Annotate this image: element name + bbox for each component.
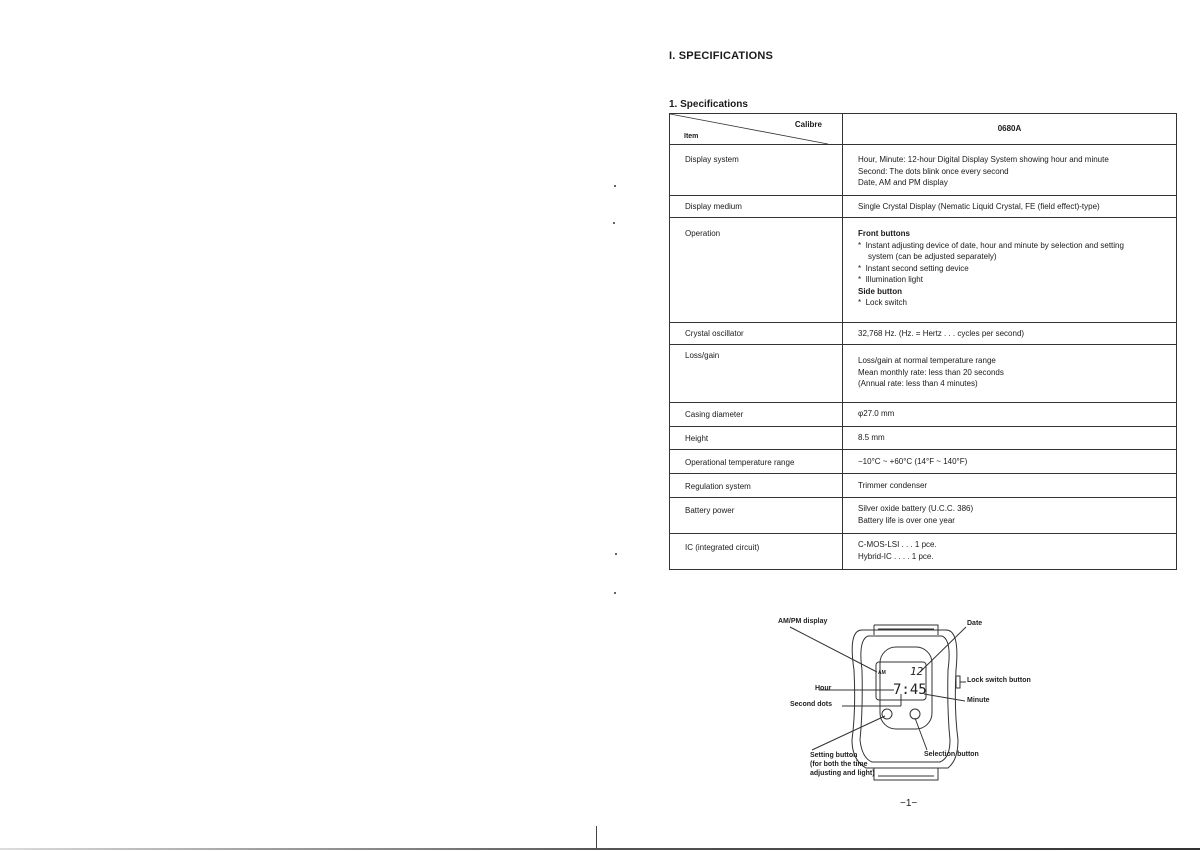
table-row [670,498,1177,534]
value-line: (Annual rate: less than 4 minutes) [858,379,978,388]
value-line: Loss/gain at normal temperature range [858,356,996,365]
value-line: Silver oxide battery (U.C.C. 386) [858,504,974,513]
front-buttons-heading: Front buttons [858,229,910,238]
label-date: Date [967,620,983,627]
table-row [670,145,1177,196]
bullet-item: * Instant adjusting device of date, hour and minute by selection and setting system (can be adjusted separately) [858,240,1124,261]
table-row [670,403,1177,427]
row-value: φ27.0 mm [843,403,1177,427]
row-value [843,218,1177,323]
value-line: Date, AM and PM display [858,178,948,187]
value-line: C-MOS-LSI . . . 1 pce. [858,540,937,549]
label-minute: Minute [967,697,990,704]
specifications-table [669,113,1177,570]
row-value: −10°C ~ +60°C (14°F ~ 140°F) [843,450,1177,474]
am-indicator: AM [878,670,886,676]
row-label: Regulation system [670,474,843,498]
row-value [843,498,1177,534]
bullet-item: * Lock switch [858,298,907,307]
label-hour: Hour [815,685,832,692]
scan-speck [613,222,615,224]
table-row [670,427,1177,450]
time-display: 7:45 [893,682,927,698]
value-line: Hour, Minute: 12-hour Digital Display System showing hour and minute [858,155,1109,164]
model-number: 0680A [843,114,1177,145]
table-row [670,345,1177,403]
row-value [843,145,1177,196]
scan-speck [614,592,616,594]
value-line: Mean monthly rate: less than 20 seconds [858,367,1004,377]
row-value [843,534,1177,570]
table-header-row [670,114,1177,145]
table-row [670,218,1177,323]
table-row [670,450,1177,474]
scan-speck [615,553,617,555]
row-label: Casing diameter [670,403,843,427]
label-selection-button: Selection button [924,751,979,758]
table-row [670,196,1177,218]
row-label: IC (integrated circuit) [670,534,843,570]
subsection-title: 1. Specifications [669,99,748,110]
bullet-item: * Illumination light [858,275,923,284]
table-row [670,323,1177,345]
row-label: Crystal oscillator [670,323,843,345]
page-number: −1− [900,798,918,809]
row-value: 32,768 Hz. (Hz. = Hertz . . . cycles per second) [843,323,1177,345]
side-button-heading: Side button [858,286,902,296]
row-value [843,345,1177,403]
date-display: 12 [910,665,924,678]
row-value: Single Crystal Display (Nematic Liquid Crystal, FE (field effect)-type) [843,196,1177,218]
scan-speck [614,185,616,187]
row-value: 8.5 mm [843,427,1177,450]
bullet-item: * Instant second setting device [858,263,969,273]
label-second-dots: Second dots [790,701,833,708]
section-title: I. SPECIFICATIONS [669,50,774,62]
label-setting-button: Setting button (for both the time adjusting and light) [810,752,875,777]
item-label: Item [684,133,699,140]
binding-tick [596,826,597,850]
row-label: Display system [670,145,843,196]
table-row [670,474,1177,498]
value-line: Second: The dots blink once every second [858,166,1009,176]
value-line: Battery life is over one year [858,515,955,525]
page-bottom-edge [0,848,1200,850]
header-diagonal-cell [670,114,843,145]
watch-diagram [770,610,1070,810]
row-value: Trimmer condenser [843,474,1177,498]
calibre-label: Calibre [794,120,822,129]
row-label: Display medium [670,196,843,218]
watch-outline-icon [770,610,1070,810]
label-ampm: AM/PM display [778,618,828,625]
label-lock-switch: Lock switch button [967,677,1031,684]
row-label: Height [670,427,843,450]
value-line: Hybrid-IC . . . . 1 pce. [858,551,934,561]
row-label: Loss/gain [670,345,843,403]
row-label: Battery power [670,498,843,534]
row-label: Operation [670,218,843,323]
row-label: Operational temperature range [670,450,843,474]
table-row [670,534,1177,570]
